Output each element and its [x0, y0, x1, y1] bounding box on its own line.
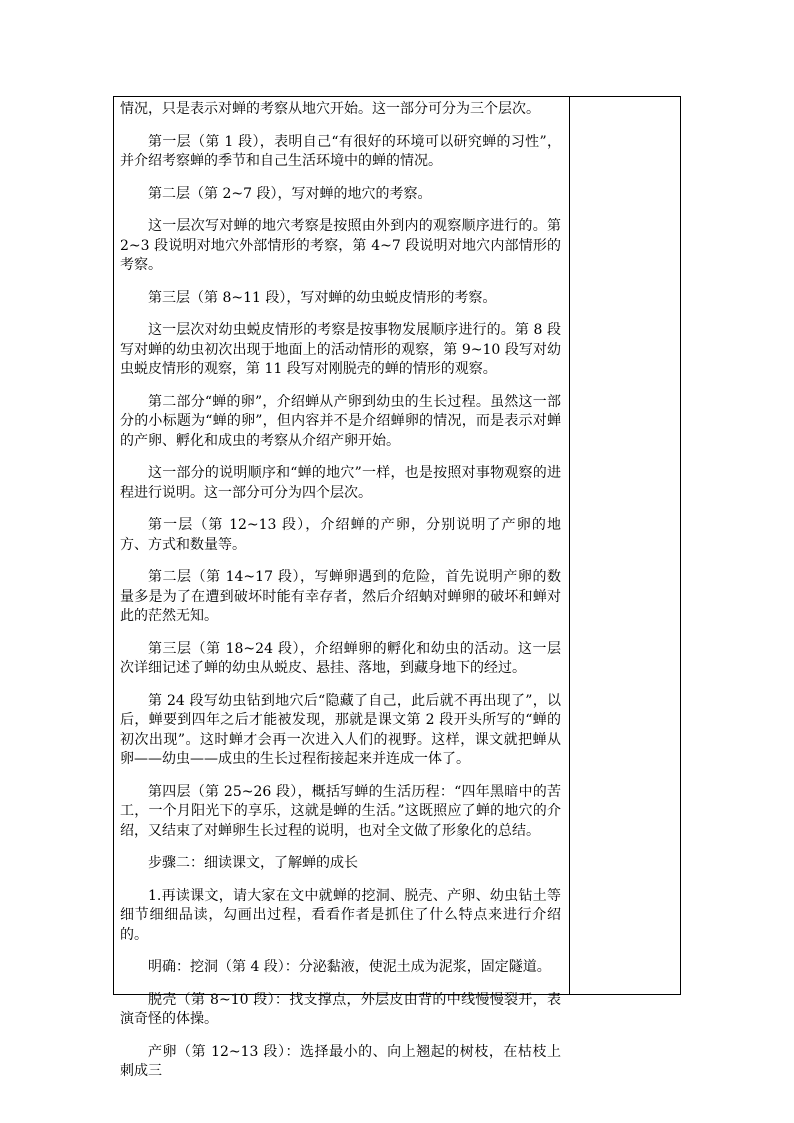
- paragraph-5: 第三层（第 8~11 段），写对蝉的幼虫蜕皮情形的考察。: [148, 289, 497, 306]
- paragraph-15: 1.再读课文，请大家在文中就蝉的挖洞、脱壳、产卵、幼虫钻土等细节细细品读，勾画出过程，看看作者是抓住了什么特点来进行介绍的。: [120, 887, 561, 943]
- paragraph-10: 第二层（第 14~17 段），写蝉卵遇到的危险，首先说明产卵的数量多是为了在遭到破坏时能有幸存者，然后介绍蚋对蝉卵的破坏和蝉对此的茫然无知。: [120, 569, 561, 624]
- paragraph-8: 这一部分的说明顺序和“蝉的地穴”一样，也是按照对事物观察的进程进行说明。这一部分可分为四个层次。: [120, 465, 561, 501]
- paragraph-16: 明确：挖洞（第 4 段）：分泌黏液，使泥土成为泥浆，固定隧道。: [148, 959, 551, 975]
- paragraph-1: 情况，只是表示对蝉的考察从地穴开始。这一部分可分为三个层次。: [120, 101, 540, 117]
- paragraph-9: 第一层（第 12~13 段），介绍蝉的产卵，分别说明了产卵的地方、方式和数量等。: [120, 517, 561, 553]
- step-heading: 步骤二：细读课文，了解蝉的成长: [148, 855, 358, 871]
- content-table: [113, 96, 681, 1079]
- paragraph-17: 脱壳（第 8~10 段）：找支撑点，外层皮由背的中线慢慢裂开，表演奇怪的体操。: [120, 991, 561, 1027]
- paragraph-3: 第二层（第 2~7 段），写对蝉的地穴的考察。: [148, 185, 432, 202]
- main-text-cell: [120, 100, 561, 1082]
- paragraph-13: 第四层（第 25~26 段），概括写蝉的生活历程：“四年黑暗中的苦工，一个月阳光下的享乐，这就是蝉的生活。”这既照应了蝉的地穴的介绍，又结束了对蝉卵生长过程的说明，也对全文做了形象化的总结。: [120, 783, 561, 839]
- paragraph-7: 第二部分“蝉的卵”，介绍蝉从产卵到幼虫的生长过程。虽然这一部分的小标题为“蝉的卵”，但内容并不是介绍蝉卵的情况，而是表示对蝉的产卵、孵化和成虫的考察从介绍产卵开始。: [120, 393, 561, 449]
- paragraph-6: 这一层次对幼虫蜕皮情形的考察是按事物发展顺序进行的。第 8 段写对蝉的幼虫初次出现于地面上的活动情形的观察，第 9~10 段写对幼虫蜕皮情形的观察，第 11 段写对刚脱壳的蝉的情形的观察。: [120, 322, 561, 377]
- paragraph-4: 这一层次写对蝉的地穴考察是按照由外到内的观察顺序进行的。第 2~3 段说明对地穴外部情形的考察，第 4~7 段说明对地穴内部情形的考察。: [120, 218, 561, 273]
- paragraph-12: 第 24 段写幼虫钻到地穴后“隐藏了自己，此后就不再出现了”，以后，蝉要到四年之后才能被发现，那就是课文第 2 段开头所写的“蝉的初次出现”。这时蝉才会再一次进入人们的视野。这样，课文就把蝉从卵——幼虫——成虫的生长过程衔接起来并连成一体了。: [120, 692, 561, 767]
- paragraph-2: 第一层（第 1 段），表明自己“有很好的环境可以研究蝉的习性”，并介绍考察蝉的季节和自己生活环境中的蝉的情况。: [120, 133, 561, 169]
- empty-side-cell: [570, 97, 680, 994]
- paragraph-18: 产卵（第 12~13 段）：选择最小的、向上翘起的树枝，在枯枝上刺成三: [120, 1043, 561, 1079]
- paragraph-11: 第三层（第 18~24 段），介绍蝉卵的孵化和幼虫的活动。这一层次详细记述了蝉的幼虫从蜕皮、悬挂、落地，到藏身地下的经过。: [120, 640, 561, 676]
